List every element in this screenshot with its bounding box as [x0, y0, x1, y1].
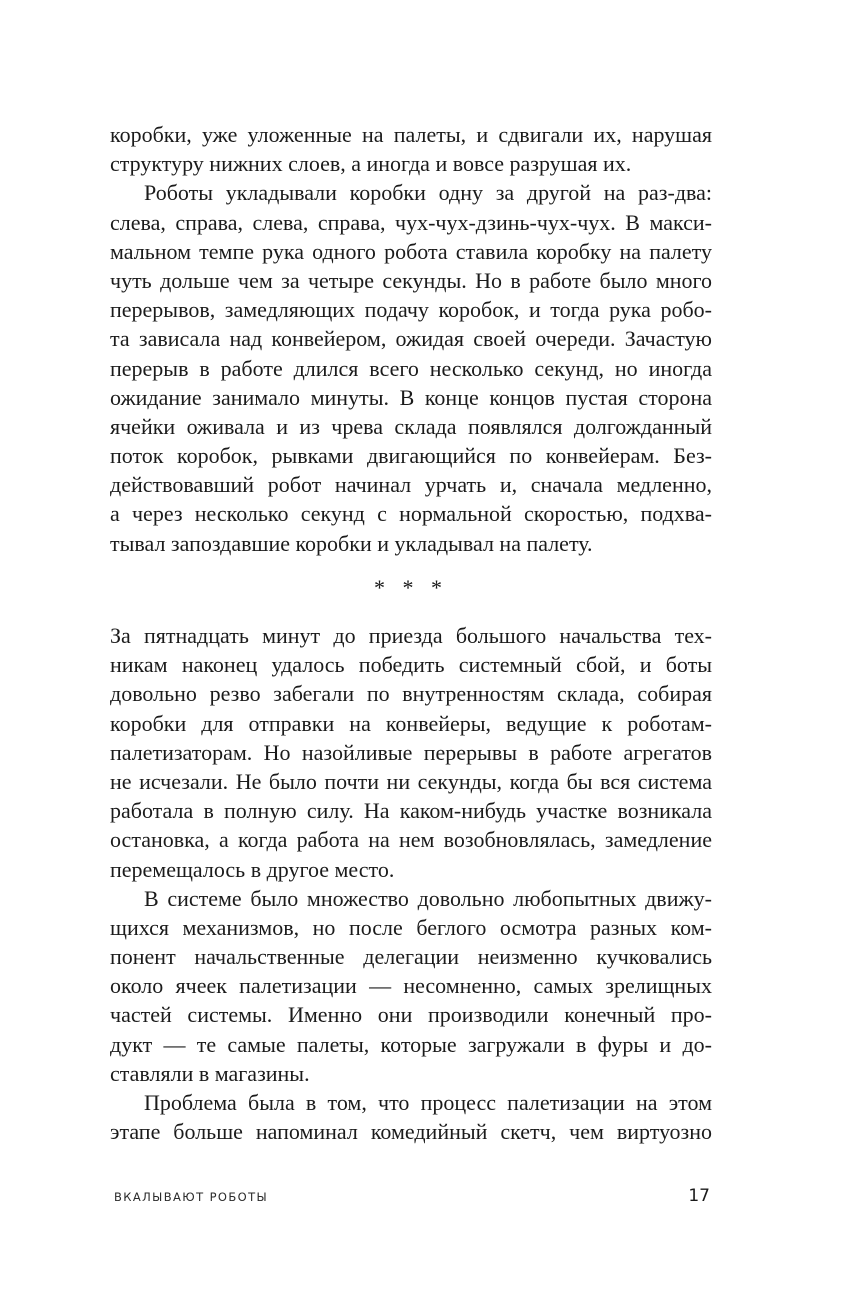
- text-line: За пятнадцать минут до приезда большого начальства тех-: [110, 623, 712, 648]
- text-line: никам наконец удалось победить системный сбой, и боты: [110, 652, 712, 678]
- text-line: понент начальственные делегации неизменно кучковались: [110, 944, 712, 970]
- text-line: остановка, а когда работа на нем возобновлялась, замедление: [110, 827, 712, 853]
- paragraph-robots-stacking: [110, 178, 712, 557]
- text-line: довольно резво забегали по внутренностям склада, собирая: [110, 681, 712, 707]
- text-line: поток коробок, рывками двигающийся по конвейерам. Без-: [110, 443, 712, 469]
- page-footer: [110, 1186, 712, 1212]
- text-line: перемещалось в другое место.: [110, 856, 395, 882]
- text-line: а через несколько секунд с нормальной скоростью, подхва-: [110, 501, 712, 527]
- text-line: слева, справа, слева, справа, чух-чух-дзинь-чух-чух. В макси-: [110, 209, 712, 235]
- text-line: тывал запоздавшие коробки и укладывал на палету.: [110, 530, 593, 556]
- text-line: структуру нижних слоев, а иногда и вовсе разрушая их.: [110, 151, 632, 177]
- text-line: В системе было множество довольно любопытных движу-: [144, 885, 712, 911]
- paragraph-system-failure: [110, 621, 712, 884]
- section-separator: * * *: [374, 574, 448, 600]
- text-line: около ячеек палетизации — несомненно, самых зрелищных: [110, 973, 712, 999]
- text-line: не исчезали. Не было почти ни секунды, когда бы вся система: [110, 768, 712, 794]
- text-line: палетизаторам. Но назойливые перерывы в работе агрегатов: [110, 739, 712, 765]
- paragraph-problem: [110, 1088, 712, 1146]
- text-line: ставляли в магазины.: [110, 1060, 310, 1086]
- running-head: ВКАЛЫВАЮТ РОБОТЫ: [114, 1190, 269, 1204]
- page-number: 17: [688, 1186, 710, 1206]
- text-line: работала в полную силу. На каком-нибудь участке возникала: [110, 798, 712, 824]
- text-line: дукт — те самые палеты, которые загружали в фуры и до-: [110, 1031, 712, 1057]
- text-line: ожидание занимало минуты. В конце концов пустая сторона: [110, 384, 712, 410]
- text-line: та зависала над конвейером, ожидая своей очереди. Зачастую: [110, 326, 712, 352]
- text-line: перерывов, замедляющих подачу коробок, и тогда рука робо-: [110, 297, 712, 323]
- text-line: щихся механизмов, но после беглого осмотра разных ком-: [110, 914, 712, 940]
- text-line: ячейки оживала и из чрева склада появлялся долгожданный: [110, 413, 712, 439]
- text-line: коробки для отправки на конвейеры, ведущие к роботам-: [110, 710, 712, 736]
- text-line: перерыв в работе длился всего несколько секунд, но иногда: [110, 355, 712, 381]
- paragraph-palletizing-cells: [110, 884, 712, 1088]
- text-line: Роботы укладывали коробки одну за другой на раз-два:: [144, 180, 712, 206]
- text-line: частей системы. Именно они производили конечный про-: [110, 1002, 712, 1028]
- text-line: этапе больше напоминал комедийный скетч, чем виртуозно: [110, 1119, 712, 1145]
- page-body: [110, 120, 712, 1146]
- text-line: действовавший робот начинал урчать и, сначала медленно,: [110, 472, 712, 498]
- paragraph-continuation: [110, 120, 712, 178]
- text-line: мальном темпе рука одного робота ставила коробку на палету: [110, 238, 712, 264]
- text-line: коробки, уже уложенные на палеты, и сдвигали их, нарушая: [110, 122, 712, 147]
- text-line: Проблема была в том, что процесс палетизации на этом: [144, 1090, 712, 1115]
- text-line: чуть дольше чем за четыре секунды. Но в работе было много: [110, 267, 712, 293]
